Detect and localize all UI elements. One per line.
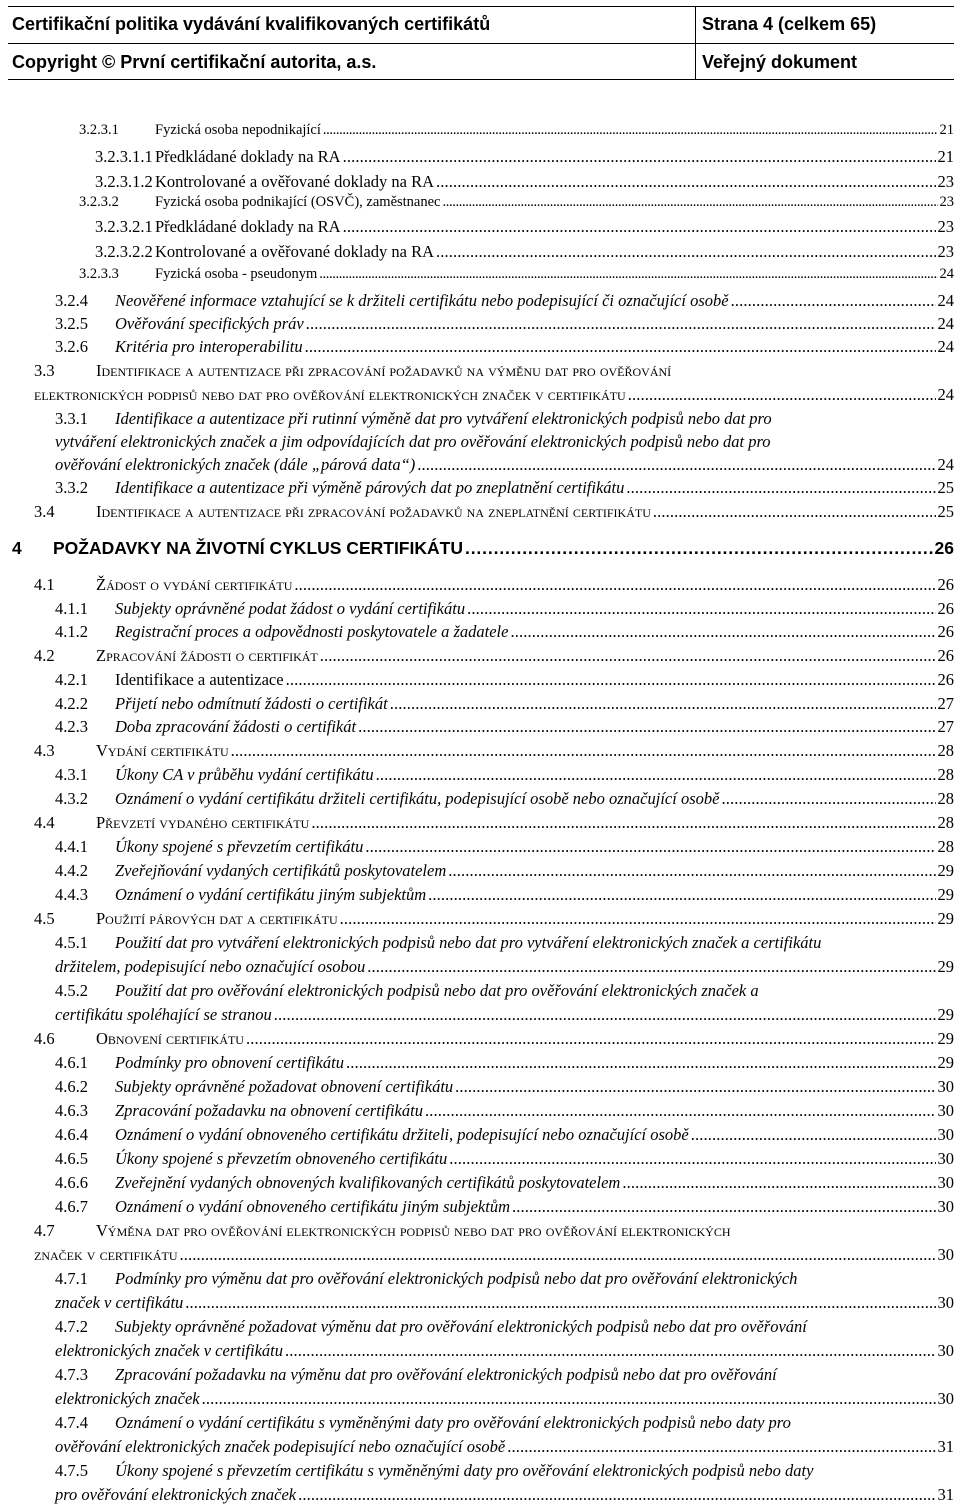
toc-entry-title: ověřování elektronických značek podepisující nebo označující osobě <box>55 1437 506 1456</box>
toc-entry-page: 24 <box>937 337 954 356</box>
toc-entry-page: 24 <box>937 455 954 474</box>
toc-entry-title: Podmínky pro výměnu dat pro ověřování elektronických podpisů nebo dat pro ověřování elektronických <box>115 1269 798 1288</box>
toc-entry-title: vytváření elektronických značek a jim odpovídajících dat pro ověřování elektronických podpisů nebo dat pro <box>55 432 771 451</box>
toc-leader-dots <box>185 1293 935 1313</box>
toc-entry[interactable] <box>115 765 954 785</box>
toc-leader-dots <box>298 1485 935 1505</box>
toc-entry-title: Kritéria pro interoperabilitu <box>115 337 303 356</box>
toc-entry-page: 31 <box>937 1437 954 1456</box>
toc-entry[interactable] <box>115 1077 954 1097</box>
toc-entry-page: 26 <box>937 646 954 665</box>
toc-entry[interactable] <box>55 1437 954 1457</box>
toc-entry-title: Identifikace a autentizace při výměně párových dat po zneplatnění certifikátu <box>115 478 625 497</box>
toc-entry-number: 3.3.1 <box>55 409 88 428</box>
toc-leader-dots <box>622 1173 935 1193</box>
toc-entry-page: 29 <box>937 1005 954 1024</box>
toc-entry[interactable] <box>115 981 954 1001</box>
toc-entry[interactable] <box>96 502 954 522</box>
toc-entry-number: 3.3.2 <box>55 478 88 497</box>
page-info: Strana 4 (celkem 65) <box>702 14 877 34</box>
toc-entry-number: 3.2.3.1.2 <box>95 172 153 191</box>
toc-entry-page: 21 <box>939 122 954 138</box>
toc-entry-page: 30 <box>937 1077 954 1096</box>
toc-leader-dots <box>323 122 938 139</box>
toc-entry-title: Obnovení certifikátu <box>96 1029 244 1048</box>
toc-entry-page: 21 <box>937 147 954 166</box>
toc-entry[interactable] <box>55 455 954 475</box>
toc-entry[interactable] <box>115 1197 954 1217</box>
toc-leader-dots <box>731 291 936 311</box>
toc-entry-number: 3.2.3.2 <box>79 194 119 210</box>
toc-leader-dots <box>376 765 936 785</box>
toc-entry-title: Zpracování žádosti o certifikát <box>96 646 318 665</box>
toc-entry-page: 30 <box>937 1341 954 1360</box>
toc-entry-title: Úkony spojené s převzetím obnoveného certifikátu <box>115 1149 448 1168</box>
toc-entry-number: 4.5.2 <box>55 981 88 1000</box>
toc-entry[interactable] <box>115 478 954 498</box>
toc-entry[interactable] <box>115 1101 954 1121</box>
toc-entry[interactable] <box>115 717 954 737</box>
toc-entry-title: pro ověřování elektronických značek <box>55 1485 297 1504</box>
toc-entry-number: 4.2.3 <box>55 717 88 736</box>
copyright: Copyright © První certifikační autorita, a.s. <box>8 44 696 80</box>
toc-entry[interactable] <box>115 789 954 809</box>
toc-entry-number: 4.3 <box>34 741 55 760</box>
toc-entry-title: Identifikace a autentizace při rutinní výměně dat pro vytváření elektronických podpisů nebo dat pro <box>115 409 772 428</box>
toc-entry-number: 4.4.2 <box>55 861 88 880</box>
toc-leader-dots <box>721 789 935 809</box>
toc-entry-number: 4.6 <box>34 1029 55 1048</box>
toc-leader-dots <box>691 1125 936 1145</box>
toc-entry-title: Kontrolované a ověřované doklady na RA <box>155 172 435 191</box>
classification: Veřejný dokument <box>702 51 858 72</box>
toc-entry-title: Fyzická osoba - pseudonym <box>155 266 318 282</box>
toc-entry[interactable] <box>115 1461 954 1481</box>
toc-entry-number: 4.6.5 <box>55 1149 88 1168</box>
toc-entry-page: 26 <box>934 538 954 558</box>
toc-entry[interactable] <box>115 291 954 311</box>
toc-entry[interactable] <box>115 837 954 857</box>
toc-entry[interactable] <box>155 172 954 192</box>
toc-entry[interactable] <box>115 694 954 714</box>
toc-entry[interactable] <box>115 1317 954 1337</box>
toc-entry-number: 4.6.3 <box>55 1101 88 1120</box>
toc-entry-title: Oznámení o vydání certifikátu držiteli certifikátu, podepisující osobě nebo označující osobě <box>115 789 720 808</box>
toc-leader-dots <box>340 909 936 929</box>
toc-entry[interactable] <box>55 1389 954 1409</box>
toc-entry[interactable] <box>96 575 954 595</box>
toc-leader-dots <box>319 266 937 283</box>
toc-entry[interactable] <box>55 957 954 977</box>
toc-entry[interactable] <box>55 1005 954 1025</box>
toc-entry-number: 3.2.5 <box>55 314 88 333</box>
toc-entry[interactable] <box>34 1245 954 1265</box>
toc-entry-number: 4.7 <box>34 1221 55 1240</box>
toc-entry-page: 28 <box>937 789 954 808</box>
toc-entry-number: 3.2.4 <box>55 291 88 310</box>
toc-entry-title: Subjekty oprávněné požadovat výměnu dat pro ověřování elektronických podpisů nebo dat pro ověřování <box>115 1317 807 1336</box>
toc-entry-number: 3.2.6 <box>55 337 88 356</box>
page-header <box>8 6 954 80</box>
toc-leader-dots <box>428 885 935 905</box>
toc-entry[interactable] <box>115 1365 954 1385</box>
toc-entry-title: certifikátu spoléhající se stranou <box>55 1005 272 1024</box>
toc-entry-title: elektronických značek <box>55 1389 200 1408</box>
toc-entry-page: 27 <box>937 717 954 736</box>
toc-entry-page: 31 <box>937 1485 954 1504</box>
toc-entry-page: 30 <box>937 1101 954 1120</box>
toc-entry-page: 28 <box>937 837 954 856</box>
toc-leader-dots <box>202 1389 936 1409</box>
toc-entry-page: 28 <box>937 741 954 760</box>
toc-entry-page: 23 <box>939 194 954 210</box>
toc-leader-dots <box>507 1437 935 1457</box>
toc-entry-page: 27 <box>937 694 954 713</box>
toc-leader-dots <box>305 337 936 357</box>
toc-entry[interactable] <box>155 266 954 283</box>
toc-leader-dots <box>365 837 935 857</box>
toc-entry[interactable] <box>115 933 954 953</box>
toc-entry-number: 4.6.2 <box>55 1077 88 1096</box>
toc-entry[interactable] <box>96 361 954 381</box>
toc-entry-title: Ověřování specifických práv <box>115 314 304 333</box>
toc-entry[interactable] <box>115 885 954 905</box>
toc-entry-number: 3.3 <box>34 361 55 380</box>
toc-leader-dots <box>343 147 936 167</box>
toc-entry-number: 4 <box>12 538 22 558</box>
toc-entry[interactable] <box>115 670 954 690</box>
toc-entry-title: Registrační proces a odpovědnosti poskytovatele a žadatele <box>115 622 509 641</box>
toc-entry-page: 26 <box>937 599 954 618</box>
toc-leader-dots <box>512 1197 936 1217</box>
toc-entry-page: 29 <box>937 957 954 976</box>
toc-leader-dots <box>436 242 935 262</box>
toc-entry-title: Zpracování požadavku na obnovení certifikátu <box>115 1101 423 1120</box>
toc-entry-number: 4.7.1 <box>55 1269 88 1288</box>
toc-leader-dots <box>180 1245 936 1265</box>
toc-entry-title: Oznámení o vydání certifikátu jiným subjektům <box>115 885 427 904</box>
toc-leader-dots <box>467 599 935 619</box>
toc-entry-title: Zveřejnění vydaných obnovených kvalifikovaných certifikátů poskytovatelem <box>115 1173 621 1192</box>
toc-entry-number: 4.6.1 <box>55 1053 88 1072</box>
toc-entry-page: 23 <box>937 172 954 191</box>
toc-entry-number: 4.3.2 <box>55 789 88 808</box>
toc-entry-page: 23 <box>937 217 954 236</box>
toc-entry-number: 4.4.3 <box>55 885 88 904</box>
toc-entry-page: 30 <box>937 1149 954 1168</box>
toc-leader-dots <box>390 694 936 714</box>
toc-entry[interactable] <box>96 909 954 929</box>
toc-entry[interactable] <box>55 432 954 452</box>
toc-entry-page: 26 <box>937 670 954 689</box>
toc-entry-page: 28 <box>937 813 954 832</box>
toc-entry-number: 3.4 <box>34 502 55 521</box>
toc-entry-page: 23 <box>937 242 954 261</box>
toc-entry-title: Doba zpracování žádosti o certifikát <box>115 717 357 736</box>
toc-entry-page: 26 <box>937 622 954 641</box>
toc-entry-number: 4.5.1 <box>55 933 88 952</box>
toc-entry-page: 25 <box>937 478 954 497</box>
toc-leader-dots <box>306 314 936 334</box>
toc-entry-title: elektronických podpisů nebo dat pro ověřování elektronických značek v certifikátu <box>34 385 626 404</box>
toc-entry-title: elektronických značek v certifikátu <box>55 1341 283 1360</box>
toc-entry-title: značek v certifikátu <box>34 1245 178 1264</box>
toc-entry-title: Zpracování požadavku na výměnu dat pro ověřování elektronických podpisů nebo dat pro ověřování <box>115 1365 777 1384</box>
toc-leader-dots <box>358 717 935 737</box>
toc-entry-number: 4.1 <box>34 575 55 594</box>
toc-entry-number: 4.2.2 <box>55 694 88 713</box>
toc-entry[interactable] <box>55 1293 954 1313</box>
toc-entry-page: 24 <box>939 266 954 282</box>
toc-entry-number: 4.4 <box>34 813 55 832</box>
toc-entry[interactable] <box>115 409 954 429</box>
toc-entry-title: Použití párových dat a certifikátu <box>96 909 338 928</box>
toc-entry-title: Podmínky pro obnovení certifikátu <box>115 1053 344 1072</box>
toc-entry-title: Oznámení o vydání obnoveného certifikátu jiným subjektům <box>115 1197 510 1216</box>
toc-entry[interactable] <box>96 646 954 666</box>
toc-entry-number: 3.2.3.1.1 <box>95 147 153 166</box>
toc-entry-number: 4.4.1 <box>55 837 88 856</box>
toc-entry[interactable] <box>55 1341 954 1361</box>
toc-entry-page: 30 <box>937 1125 954 1144</box>
toc-leader-dots <box>510 622 935 642</box>
toc-entry[interactable] <box>155 194 954 211</box>
toc-entry-title: Vydání certifikátu <box>96 741 229 760</box>
toc-entry-page: 24 <box>937 314 954 333</box>
toc-entry-title: Fyzická osoba nepodnikající <box>155 122 321 138</box>
toc-entry-title: značek v certifikátu <box>55 1293 184 1312</box>
toc-entry[interactable] <box>115 1125 954 1145</box>
toc-entry-number: 4.7.3 <box>55 1365 88 1384</box>
toc-entry-number: 4.6.4 <box>55 1125 88 1144</box>
toc-entry-title: POŽADAVKY NA ŽIVOTNÍ CYKLUS CERTIFIKÁTU <box>53 538 463 558</box>
toc-entry-title: Použití dat pro vytváření elektronických podpisů nebo dat pro vytváření elektronických značek a certifikátu <box>115 933 822 952</box>
toc-entry-title: Úkony CA v průběhu vydání certifikátu <box>115 765 374 784</box>
toc-entry-page: 26 <box>937 575 954 594</box>
toc-leader-dots <box>294 575 935 595</box>
toc-entry-page: 25 <box>937 502 954 521</box>
toc-leader-dots <box>346 1053 936 1073</box>
toc-entry-title: Úkony spojené s převzetím certifikátu <box>115 837 364 856</box>
toc-entry[interactable] <box>115 861 954 881</box>
toc-entry-title: Identifikace a autentizace při zpracování požadavků na zneplatnění certifikátu <box>96 502 651 521</box>
toc-entry-number: 3.2.3.1 <box>79 122 119 138</box>
toc-entry[interactable] <box>96 741 954 761</box>
toc-entry[interactable] <box>53 538 954 559</box>
toc-leader-dots <box>653 502 936 522</box>
toc-entry[interactable] <box>96 1221 954 1241</box>
toc-entry-title: Zveřejňování vydaných certifikátů poskytovatelem <box>115 861 447 880</box>
toc-entry-page: 30 <box>937 1173 954 1192</box>
toc-entry-page: 30 <box>937 1389 954 1408</box>
toc-leader-dots <box>367 957 935 977</box>
toc-entry[interactable] <box>115 1173 954 1193</box>
toc-entry-page: 28 <box>937 765 954 784</box>
document-title: Certifikační politika vydávání kvalifikovaných certifikátů <box>8 6 696 43</box>
toc-entry-title: Použití dat pro ověřování elektronických podpisů nebo dat pro ověřování elektronických značek a <box>115 981 759 1000</box>
toc-leader-dots <box>425 1101 936 1121</box>
toc-entry[interactable] <box>96 1029 954 1049</box>
toc-entry-title: Oznámení o vydání obnoveného certifikátu držiteli, podepisující nebo označující osobě <box>115 1125 689 1144</box>
toc-entry[interactable] <box>115 1413 954 1433</box>
toc-entry-page: 29 <box>937 885 954 904</box>
toc-entry-number: 4.2 <box>34 646 55 665</box>
toc-entry-title: Výměna dat pro ověřování elektronických podpisů nebo dat pro ověřování elektronických <box>96 1221 731 1240</box>
toc-entry-page: 24 <box>937 385 954 404</box>
toc-entry-number: 4.7.5 <box>55 1461 88 1480</box>
toc-entry-number: 3.2.3.2.2 <box>95 242 153 261</box>
toc-entry-title: Přijetí nebo odmítnutí žádosti o certifikát <box>115 694 388 713</box>
toc-entry[interactable] <box>155 122 954 139</box>
toc-leader-dots <box>626 478 935 498</box>
toc-entry-page: 29 <box>937 1029 954 1048</box>
toc-entry-page: 29 <box>937 909 954 928</box>
toc-entry-number: 4.5 <box>34 909 55 928</box>
toc-entry-number: 4.2.1 <box>55 670 88 689</box>
toc-leader-dots <box>311 813 935 833</box>
toc-leader-dots <box>285 1341 936 1361</box>
toc-entry[interactable] <box>155 242 954 262</box>
toc-leader-dots <box>343 217 936 237</box>
toc-entry[interactable] <box>115 1053 954 1073</box>
toc-leader-dots <box>286 670 936 690</box>
toc-leader-dots <box>455 1077 935 1097</box>
toc-entry-number: 3.2.3.3 <box>79 266 119 282</box>
toc-entry-page: 30 <box>937 1293 954 1312</box>
toc-entry-page: 30 <box>937 1197 954 1216</box>
toc-leader-dots <box>320 646 936 666</box>
toc-entry[interactable] <box>155 217 954 237</box>
toc-entry-page: 29 <box>937 1053 954 1072</box>
toc-entry-title: Identifikace a autentizace při zpracování požadavků na výměnu dat pro ověřování <box>96 361 672 380</box>
toc-entry-title: Subjekty oprávněné požadovat obnovení certifikátu <box>115 1077 454 1096</box>
toc-entry-title: Převzetí vydaného certifikátu <box>96 813 310 832</box>
toc-entry-title: Identifikace a autentizace <box>115 670 284 689</box>
toc-leader-dots <box>443 194 938 211</box>
toc-entry-number: 4.1.2 <box>55 622 88 641</box>
toc-entry-title: držitelem, podepisující nebo označující osobou <box>55 957 366 976</box>
toc-entry-title: Kontrolované a ověřované doklady na RA <box>155 242 435 261</box>
toc-entry[interactable] <box>115 1149 954 1169</box>
toc-entry-number: 4.6.6 <box>55 1173 88 1192</box>
toc-entry-number: 4.7.2 <box>55 1317 88 1336</box>
toc-entry-title: ověřování elektronických značek (dále „párová data“) <box>55 455 416 474</box>
toc-entry[interactable] <box>96 813 954 833</box>
toc-entry-title: Předkládané doklady na RA <box>155 217 341 236</box>
toc-leader-dots <box>465 538 933 559</box>
toc-leader-dots <box>628 385 936 405</box>
toc-entry[interactable] <box>34 385 954 405</box>
toc-entry-title: Oznámení o vydání certifikátu s vyměněnými daty pro ověřování elektronických podpisů nebo daty pro <box>115 1413 791 1432</box>
toc-entry-title: Subjekty oprávněné podat žádost o vydání certifikátu <box>115 599 466 618</box>
toc-entry[interactable] <box>115 1269 954 1289</box>
toc-leader-dots <box>449 1149 935 1169</box>
toc-entry-number: 3.2.3.2.1 <box>95 217 153 236</box>
toc-leader-dots <box>417 455 935 475</box>
toc-entry[interactable] <box>155 147 954 167</box>
toc-entry-title: Fyzická osoba podnikající (OSVČ), zaměstnanec <box>155 194 441 210</box>
toc-leader-dots <box>448 861 935 881</box>
toc-entry-number: 4.3.1 <box>55 765 88 784</box>
toc-entry-number: 4.6.7 <box>55 1197 88 1216</box>
toc-entry-page: 24 <box>937 291 954 310</box>
toc-entry-title: Neověřené informace vztahující se k držiteli certifikátu nebo podepisující či označující osobě <box>115 291 729 310</box>
toc-leader-dots <box>231 741 936 761</box>
toc-leader-dots <box>274 1005 936 1025</box>
toc-entry-title: Žádost o vydání certifikátu <box>96 575 293 594</box>
toc-entry[interactable] <box>115 622 954 642</box>
toc-entry-number: 4.7.4 <box>55 1413 88 1432</box>
toc-entry[interactable] <box>55 1485 954 1505</box>
toc-entry-page: 29 <box>937 861 954 880</box>
toc-leader-dots <box>436 172 935 192</box>
toc-entry-number: 4.1.1 <box>55 599 88 618</box>
toc-entry-page: 30 <box>937 1245 954 1264</box>
toc-entry-title: Úkony spojené s převzetím certifikátu s vyměněnými daty pro ověřování elektronických podpisů nebo daty <box>115 1461 814 1480</box>
toc-entry[interactable] <box>115 337 954 357</box>
toc-entry[interactable] <box>115 314 954 334</box>
toc-entry-title: Předkládané doklady na RA <box>155 147 341 166</box>
toc-entry[interactable] <box>115 599 954 619</box>
toc-leader-dots <box>246 1029 936 1049</box>
